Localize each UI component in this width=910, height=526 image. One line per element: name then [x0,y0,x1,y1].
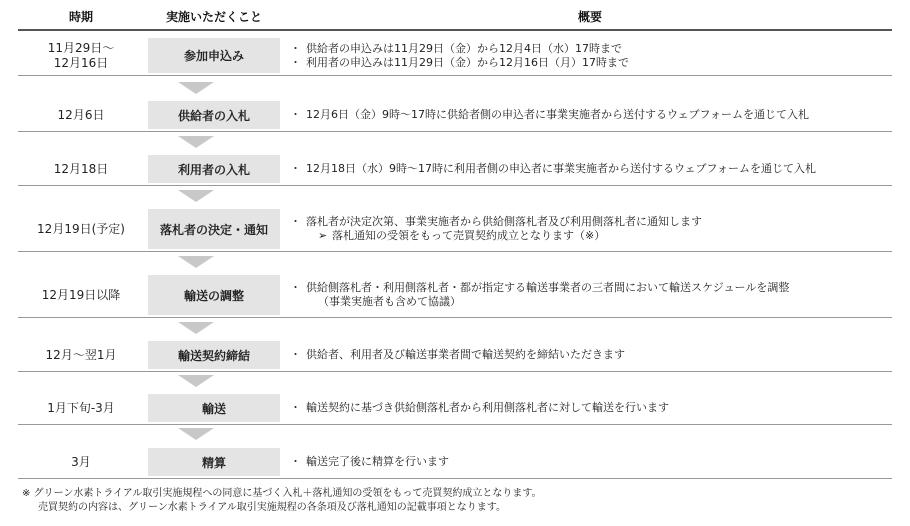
table-row [18,153,892,185]
summary-item: 輸送契約に基づき供給側落札者から利用側落札者に対して輸送を行います [306,401,669,414]
table-row [18,273,892,317]
row-divider [18,75,892,76]
summary-subitem: 落札通知の受領をもって売買契約成立となります（※） [332,229,606,242]
table-row [18,207,892,251]
bullet: ・ [290,401,301,414]
summary-item: 落札者が決定次第、事業実施者から供給側落札者及び利用側落札者に通知します [306,215,702,228]
row-period: 12月6日 [57,107,105,122]
row-action: 輸送契約締結 [148,341,280,369]
row-summary [288,446,892,478]
row-action: 精算 [148,448,280,476]
summary-item: 利用者の申込みは11月29日（金）から12月16日（月）17時まで [306,55,629,69]
table-row [18,99,892,131]
table-row [18,392,892,424]
summary-item: 供給側落札者・利用側落札者・都が指定する輸送事業者の三者間において輸送スケジュールを調整 [306,281,790,294]
table-row [18,446,892,478]
summary-item: 12月6日（金）9時～17時に供給者側の申込者に事業実施者から送付するウェブフォームを通じて入札 [306,108,809,121]
down-arrow-icon [178,428,214,440]
summary-item: 12月18日（水）9時～17時に利用者側の申込者に事業実施者から送付するウェブフォームを通じて入札 [306,162,816,175]
row-summary [288,99,892,131]
row-action: 参加申込み [148,38,280,73]
bullet: ・ [290,41,301,55]
bullet: ・ [290,215,301,228]
row-period: 1月下旬-3月 [47,400,115,415]
down-arrow-icon [178,190,214,202]
bullet: ・ [290,55,301,69]
row-action: 供給者の入札 [148,101,280,129]
row-period: 12月18日 [53,161,109,176]
row-period: 11月29日～ 12月16日 [47,40,115,70]
row-action: 輸送 [148,394,280,422]
row-summary [288,36,892,75]
header-summary: 概要 [577,10,602,24]
row-action: 利用者の入札 [148,155,280,183]
bullet: ・ [290,455,301,468]
row-period: 12月19日以降 [41,287,121,302]
row-summary [288,153,892,185]
header-rule [18,29,892,31]
footnote-line-1: ※ グリーン水素トライアル取引実施規程への同意に基づく入札＋落札通知の受領をもって売買契約成立となります。 [22,488,542,499]
row-divider [18,185,892,186]
row-summary [288,207,892,251]
row-divider [18,371,892,372]
down-arrow-icon [178,256,214,268]
header-action: 実施いただくこと [165,10,262,24]
bullet: ・ [290,108,301,121]
row-divider [18,251,892,252]
row-action: 輸送の調整 [148,275,280,315]
bullet: ・ [290,162,301,175]
row-action: 落札者の決定・通知 [148,209,280,249]
row-period: 3月 [71,454,91,469]
footnote-line-2: 売買契約の内容は、グリーン水素トライアル取引実施規程の各条項及び落札通知の記載事項となります。 [38,502,506,513]
down-arrow-icon [178,322,214,334]
bullet: ・ [290,348,301,361]
summary-continuation: （事業実施者も含めて協議） [318,295,461,308]
down-arrow-icon [178,375,214,387]
summary-item: 供給者の申込みは11月29日（金）から12月4日（水）17時まで [306,41,622,55]
down-arrow-icon [178,82,214,94]
row-summary [288,273,892,317]
row-summary [288,392,892,424]
row-period: 12月19日(予定) [37,221,125,236]
sub-arrow-icon: ➢ [318,229,328,242]
row-divider [18,478,892,479]
row-period: 12月～翌1月 [45,347,117,362]
summary-item: 輸送完了後に精算を行います [306,455,449,468]
row-divider [18,424,892,425]
header-period: 時期 [68,10,93,24]
row-divider [18,317,892,318]
summary-item: 供給者、利用者及び輸送事業者間で輸送契約を締結いただきます [306,348,625,361]
table-row [18,36,892,75]
bullet: ・ [290,281,301,294]
table-row [18,339,892,371]
row-divider [18,131,892,132]
down-arrow-icon [178,136,214,148]
row-summary [288,339,892,371]
